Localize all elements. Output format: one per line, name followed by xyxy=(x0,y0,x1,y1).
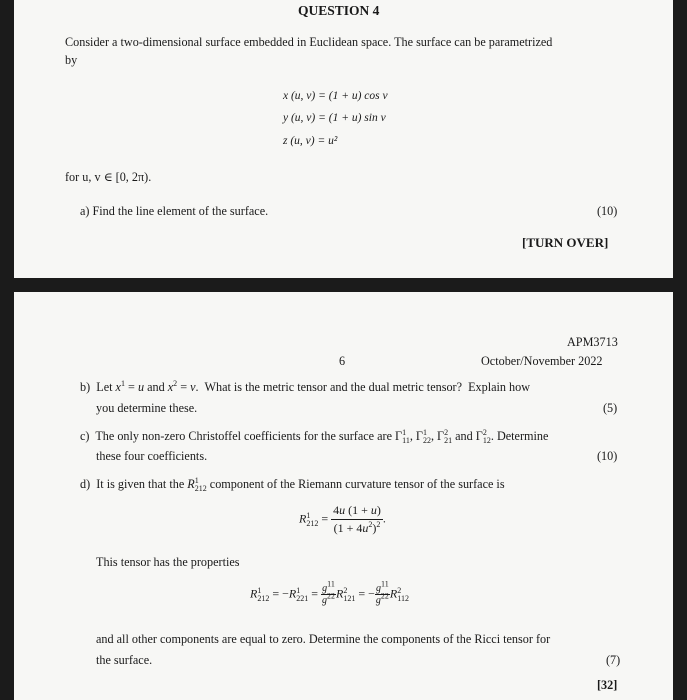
part-a-text: a) Find the line element of the surface. xyxy=(80,204,269,218)
part-b-line-1: b) Let $x^1 = u$ and $x^2 = v$. What is the metric tensor and the dual metric tensor? Explain how xyxy=(80,378,531,394)
properties-intro: This tensor has the properties xyxy=(96,555,240,569)
exam-page-1 xyxy=(14,0,673,278)
part-a-marks: (10) xyxy=(597,204,618,218)
part-c-line-1: c) The only non-zero Christoffel coefficients for the surface are Γ 1 11 , Γ 1 22 , Γ 2 21 and Γ 2 12 . Determine xyxy=(80,428,549,446)
part-c-line-2: these four coefficients. xyxy=(96,449,208,463)
part-c-marks: (10) xyxy=(597,449,618,463)
equation-y: y (u, v) = (1 + u) sin v xyxy=(283,112,386,124)
exam-date: October/November 2022 xyxy=(481,354,603,368)
part-d-line-1: d) It is given that the R 1 212 component of the Riemann curvature tensor of the surface is xyxy=(80,476,505,494)
riemann-component-equation: R 1 212 = $\frac{4u (1 + u)}{(1 + 4u^2)^2}$ . xyxy=(299,503,386,535)
turn-over-label: [TURN OVER] xyxy=(522,235,609,250)
part-b-marks: (5) xyxy=(603,401,618,415)
exam-page-2 xyxy=(14,292,673,700)
intro-line-1: Consider a two-dimensional surface embedded in Euclidean space. The surface can be parametrized xyxy=(65,35,553,49)
total-marks: [32] xyxy=(597,678,618,692)
course-code: APM3713 xyxy=(567,335,618,349)
equation-x: x (u, v) = (1 + u) cos v xyxy=(283,90,388,102)
page-number: 6 xyxy=(339,354,346,368)
part-d-line-2: and all other components are equal to zero. Determine the components of the Ricci tensor for xyxy=(96,632,551,646)
parameter-domain: for u, v ∈ [0, 2π). xyxy=(65,170,152,184)
riemann-properties-equation: R 1 212 = −R 1 221 = $\frac{g^{11}}{g^{22}}$ R 2 121 = − $\frac{g^{11}}{g^{22}}$ R 2 112 xyxy=(250,579,409,606)
equation-z: z (u, v) = u² xyxy=(283,135,338,147)
question-heading: QUESTION 4 xyxy=(298,3,380,18)
part-d-line-3: the surface. xyxy=(96,653,153,667)
part-d-marks: (7) xyxy=(606,653,621,667)
part-b-line-2: you determine these. xyxy=(96,401,198,415)
intro-line-2: by xyxy=(65,53,78,67)
